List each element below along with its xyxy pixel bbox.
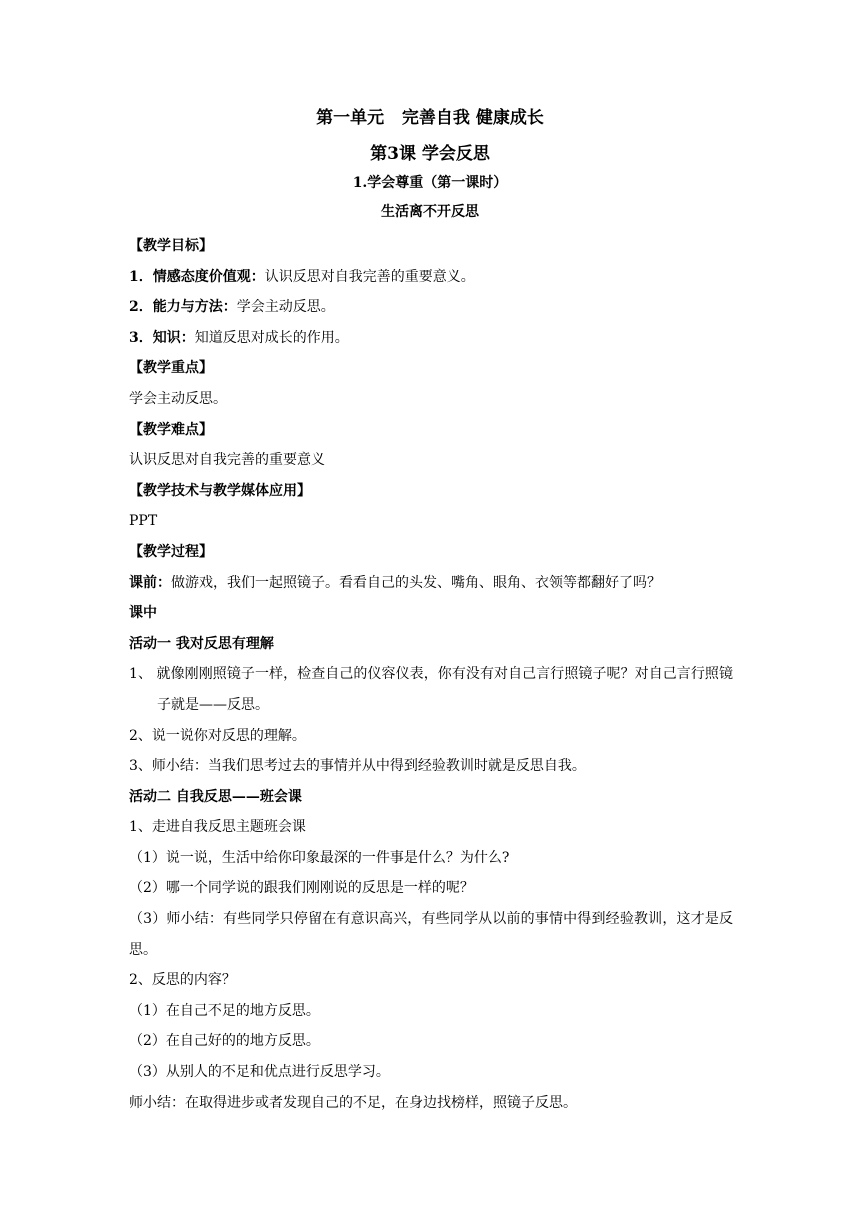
goal-text: 认识反思对自我完善的重要意义。 [264, 268, 475, 285]
goal-label: 2．能力与方法： [129, 299, 237, 316]
media-text: PPT [129, 513, 158, 530]
media-heading: 【教学技术与教学媒体应用】 [129, 482, 311, 499]
goal-label: 3．知识： [129, 329, 195, 346]
lesson-title: 第3课 学会反思 [370, 144, 490, 164]
pre-class-line [129, 568, 733, 599]
goal-label: 1．情感态度价值观： [129, 268, 265, 285]
activity2-item-2: 2、反思的内容？ [129, 972, 236, 989]
activity2-sub2-2: （2）在自己好的的地方反思。 [129, 1033, 320, 1050]
activity2-title: 活动二 自我反思——班会课 [129, 788, 302, 805]
sub-title: 1.学会尊重（第一课时） [352, 175, 508, 191]
difficulty-text: 认识反思对自我完善的重要意义 [129, 452, 325, 469]
activity2-sub2-3: （3）从别人的不足和优点进行反思学习。 [129, 1064, 390, 1081]
process-heading: 【教学过程】 [129, 543, 213, 560]
activity2-sub-1: （1）说一说，生活中给你印象最深的一件事是什么？为什么? [129, 849, 510, 866]
activity1-item-1: 1、 就像刚刚照镜子一样，检查自己的仪容仪表，你有没有对自己言行照镜子呢？对自己言行照镜子就是——反思。 [129, 666, 733, 713]
goal-text: 学会主动反思。 [236, 299, 335, 316]
goal-item-3 [129, 323, 733, 354]
key-point-heading: 【教学重点】 [129, 360, 213, 377]
document-body [129, 231, 733, 1118]
goal-text: 知道反思对成长的作用。 [194, 329, 349, 346]
in-class-label: 课中 [129, 605, 157, 622]
activity2-sub2-1: （1）在自己不足的地方反思。 [129, 1002, 320, 1019]
topic-title: 生活离不开反思 [381, 204, 479, 220]
goal-item-1 [129, 262, 733, 293]
key-point-text: 学会主动反思。 [129, 390, 227, 407]
activity2-sub-3: （3）师小结：有些同学只停留在有意识高兴，有些同学从以前的事情中得到经验教训，这才是反思。 [129, 911, 733, 958]
pre-class-text: 做游戏，我们一起照镜子。看看自己的头发、嘴角、眼角、衣领等都翻好了吗？ [171, 574, 661, 591]
activity2-item-1: 1、走进自我反思主题班会课 [129, 819, 306, 836]
activity1-title: 活动一 我对反思有理解 [129, 635, 274, 652]
activity1-item-3: 3、师小结：当我们思考过去的事情并从中得到经验教训时就是反思自我。 [129, 758, 586, 775]
teacher-summary: 师小结：在取得进步或者发现自己的不足，在身边找榜样，照镜子反思。 [129, 1094, 577, 1111]
activity1-item-2: 2、说一说你对反思的理解。 [129, 727, 306, 744]
pre-class-label: 课前： [129, 574, 171, 591]
goal-item-2 [129, 292, 733, 323]
goals-heading: 【教学目标】 [129, 238, 213, 254]
unit-title: 第一单元 完善自我 健康成长 [316, 108, 544, 128]
difficulty-heading: 【教学难点】 [129, 421, 213, 438]
activity2-sub-2: （2）哪一个同学说的跟我们刚刚说的反思是一样的呢？ [129, 880, 474, 897]
